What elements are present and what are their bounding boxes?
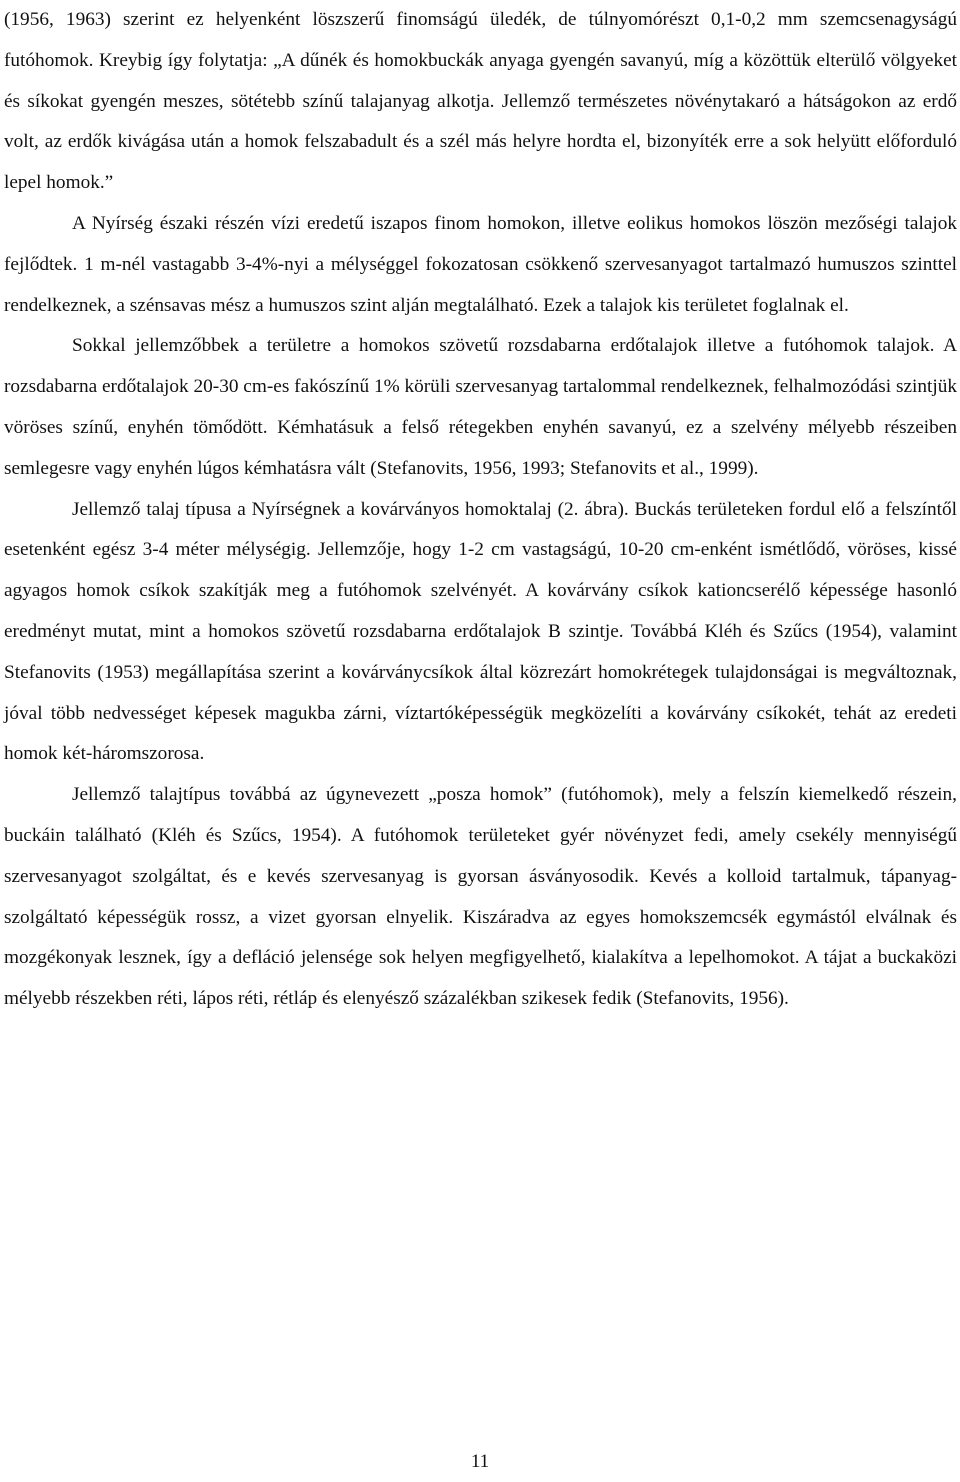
document-page bbox=[4, 0, 957, 1020]
paragraph-4: Jellemző talaj típusa a Nyírségnek a kovárványos homoktalaj (2. ábra). Buckás területeken fordul elő a felszíntől esetenként egész 3-4 méter mélységig. Jellemzője, hogy 1-2 cm vastagságú, 10-20 cm-enként ismétlődő, vöröses, kissé agyagos homok csíkok szakítják meg a futóhomok szelvényét. A kovárvány csíkok kationcserélő képessége hasonló eredményt mutat, mint a homokos szövetű rozsdabarna erdőtalajok B szintje. Továbbá Kléh és Szűcs (1954), valamint Stefanovits (1953) megállapítása szerint a kovárványcsíkok által közrezárt homokrétegek tulajdonságai is megváltoznak, jóval több nedvességet képesek magukba zárni, víztartóképességük megközelíti a kovárvány csíkokét, tehát az eredeti homok két-háromszorosa. bbox=[4, 498, 957, 765]
paragraph-1: (1956, 1963) szerint ez helyenként löszszerű finomságú üledék, de túlnyomórészt 0,1-0,2 mm szemcsenagyságú futóhomok. Kreybig így folytatja: „A dűnék és homokbuckák anyaga gyengén savanyú, míg a közöttük elterülő völgyeket és síkokat gyengén meszes, sötétebb színű talajanyag alkotja. Jellemző természetes növénytakaró a hátságokon az erdő volt, az erdők kivágása után a homok felszabadult és a szél más helyre hordta el, bizonyíték erre a sok helyütt előforduló lepel homok.” bbox=[4, 9, 957, 194]
paragraph-3: Sokkal jellemzőbbek a területre a homokos szövetű rozsdabarna erdőtalajok illetve a futóhomok talajok. A rozsdabarna erdőtalajok 20-30 cm-es fakószínű 1% körüli szervesanyag tartalommal rendelkeznek, felhalmozódási szintjük vöröses színű, enyhén tömődött. Kémhatásuk a felső rétegekben enyhén savanyú, ez a szelvény mélyebb részeiben semlegesre vagy enyhén lúgos kémhatásra vált (Stefanovits, 1956, 1993; Stefanovits et al., 1999). bbox=[4, 335, 958, 479]
page-number: 11 bbox=[470, 1451, 490, 1472]
paragraph-5: Jellemző talajtípus továbbá az úgynevezett „posza homok” (futóhomok), mely a felszín kiemelkedő részein, buckáin található (Kléh és Szűcs, 1954). A futóhomok területeket gyér növényzet fedi, amely csekély mennyiségű szervesanyagot szolgáltat, és e kevés szervesanyag is gyorsan ásványosodik. Kevés a kolloid tartalmuk, tápanyag-szolgáltató képességük rossz, a vizet gyorsan elnyelik. Kiszáradva az egyes homokszemcsék egymástól elválnak és mozgékonyak lesznek, így a defláció jelensége sok helyen megfigyelhető, kialakítva a lepelhomokot. A tájat a buckaközi mélyebb részekben réti, lápos réti, rétláp és elenyésző százalékban szikesek fedik (Stefanovits, 1956). bbox=[4, 784, 957, 1010]
paragraph-2: A Nyírség északi részén vízi eredetű iszapos finom homokon, illetve eolikus homokos löszön mezőségi talajok fejlődtek. 1 m-nél vastagabb 3-4%-nyi a mélységgel fokozatosan csökkenő szervesanyagot tartalmazó humuszos szinttel rendelkeznek, a szénsavas mész a humuszos szint alján megtalálható. Ezek a talajok kis területet foglalnak el. bbox=[4, 212, 957, 316]
